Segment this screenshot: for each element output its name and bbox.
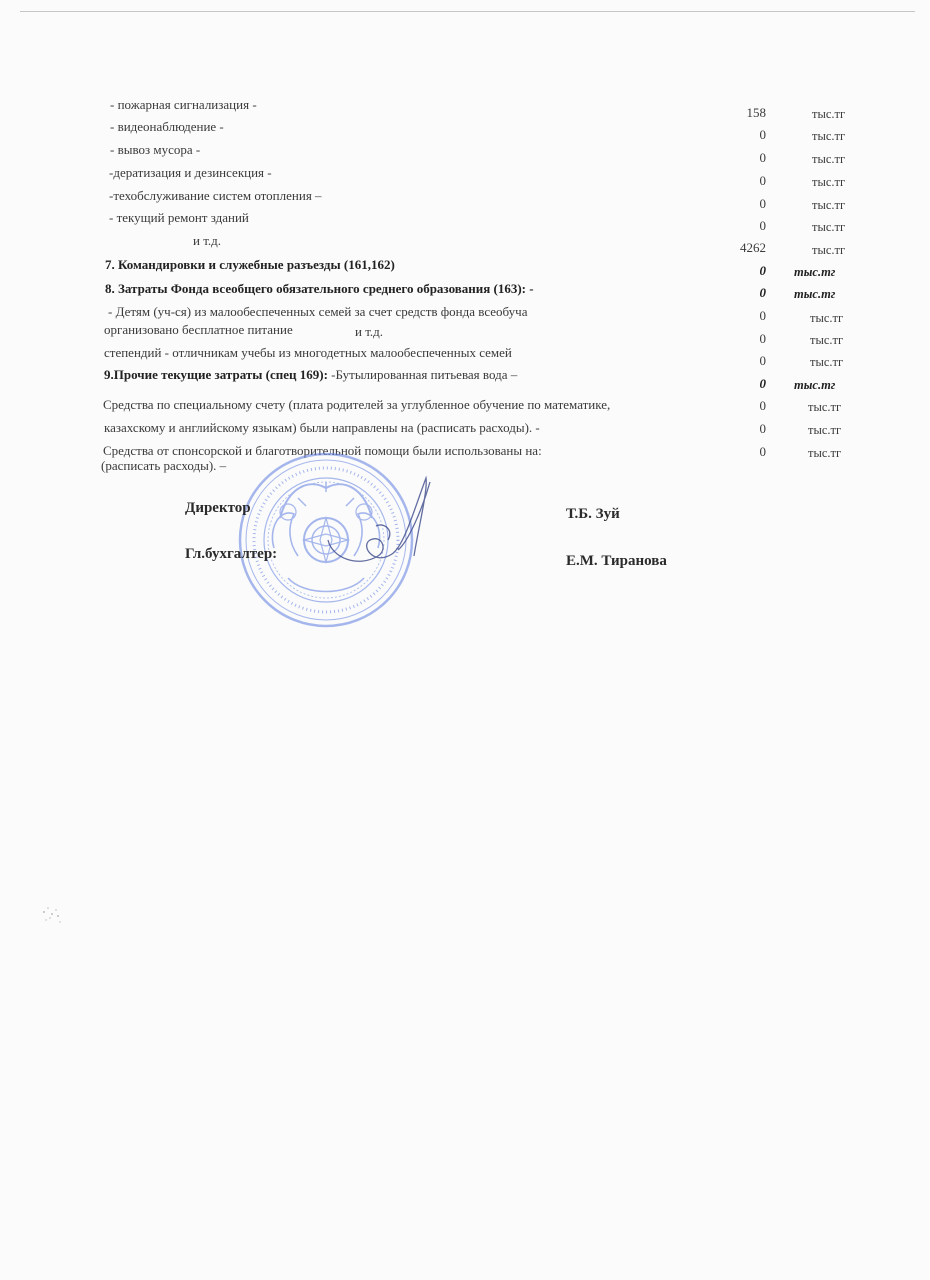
row-unit: тыс.тг — [808, 423, 842, 437]
row-unit: тыс.тг — [812, 107, 846, 121]
row-unit: тыс.тг — [810, 333, 844, 347]
row-text: - видеонаблюдение - — [110, 119, 224, 134]
row-text: - пожарная сигнализация - — [110, 97, 257, 112]
row-text: - Детям (уч-ся) из малообеспеченных семей за счет средств фонда всеобуча — [108, 304, 528, 319]
row-text: Средства по специальному счету (плата родителей за углубленное обучение по математике, — [103, 397, 611, 412]
row-unit: тыс.тг — [812, 243, 846, 257]
row-value: 0 — [759, 218, 766, 233]
row-text: - текущий ремонт зданий — [109, 210, 249, 225]
row-value: 0 — [759, 444, 766, 459]
row-unit: тыс.тг — [812, 198, 846, 212]
accountant-label: Гл.бухгалтер: — [185, 546, 278, 562]
section-7-heading: 7. Командировки и служебные разъезды (161,162) — [105, 257, 395, 272]
row-unit: тыс.тг — [812, 220, 846, 234]
row-text: -техобслуживание систем отопления – — [109, 188, 322, 203]
row-unit: тыс.тг — [812, 152, 846, 166]
row-value: 0 — [759, 285, 766, 300]
row-value: 0 — [759, 173, 766, 188]
row-value: 0 — [759, 308, 766, 323]
row-text: -дератизация и дезинсекция - — [109, 165, 272, 180]
scan-speck-icon — [38, 898, 68, 928]
row-value: 0 — [759, 127, 766, 142]
row-text: степендий - отличникам учебы из многодетных малообеспеченных семей — [104, 345, 512, 360]
section-9-heading-rest: -Бутылированная питьевая вода – — [327, 367, 518, 382]
row-unit: тыс.тг — [794, 287, 836, 301]
row-value: 0 — [759, 150, 766, 165]
row-text: организовано бесплатное питание — [104, 322, 293, 337]
top-rule — [20, 11, 915, 12]
row-value: 0 — [759, 196, 766, 211]
director-label: Директор — [185, 500, 251, 516]
row-unit: тыс.тг — [810, 355, 844, 369]
row-text: казахскому и английскому языкам) были направлены на (расписать расходы). - — [104, 420, 540, 435]
row-value: 0 — [759, 376, 766, 391]
row-text-extra: и т.д. — [355, 324, 384, 339]
section-8-heading: 8. Затраты Фонда всеобщего обязательного среднего образования (163): - — [105, 281, 534, 296]
row-unit: тыс.тг — [812, 129, 846, 143]
row-value: 0 — [759, 353, 766, 368]
section-9-heading — [104, 367, 517, 383]
row-value: 0 — [759, 421, 766, 436]
row-unit: тыс.тг — [808, 446, 842, 460]
section-9-heading-bold: 9.Прочие текущие затраты (спец 169): — [104, 367, 328, 382]
director-name: Т.Б. Зуй — [566, 506, 620, 522]
row-unit: тыс.тг — [794, 378, 836, 392]
row-text: и т.д. — [193, 233, 222, 248]
row-text: - вывоз мусора - — [110, 142, 201, 157]
row-unit: тыс.тг — [812, 175, 846, 189]
signature-icon — [318, 470, 438, 580]
row-value: 0 — [759, 331, 766, 346]
row-unit: тыс.тг — [810, 311, 844, 325]
row-value: 158 — [746, 105, 766, 120]
accountant-name: Е.М. Тиранова — [566, 553, 667, 569]
row-unit: тыс.тг — [794, 265, 836, 279]
row-value: 4262 — [740, 240, 766, 255]
row-text: (расписать расходы). – — [101, 458, 227, 473]
row-value: 0 — [759, 398, 766, 413]
row-value: 0 — [759, 263, 766, 278]
row-text: Средства от спонсорской и благотворительной помощи были использованы на: — [103, 443, 542, 458]
row-unit: тыс.тг — [808, 400, 842, 414]
